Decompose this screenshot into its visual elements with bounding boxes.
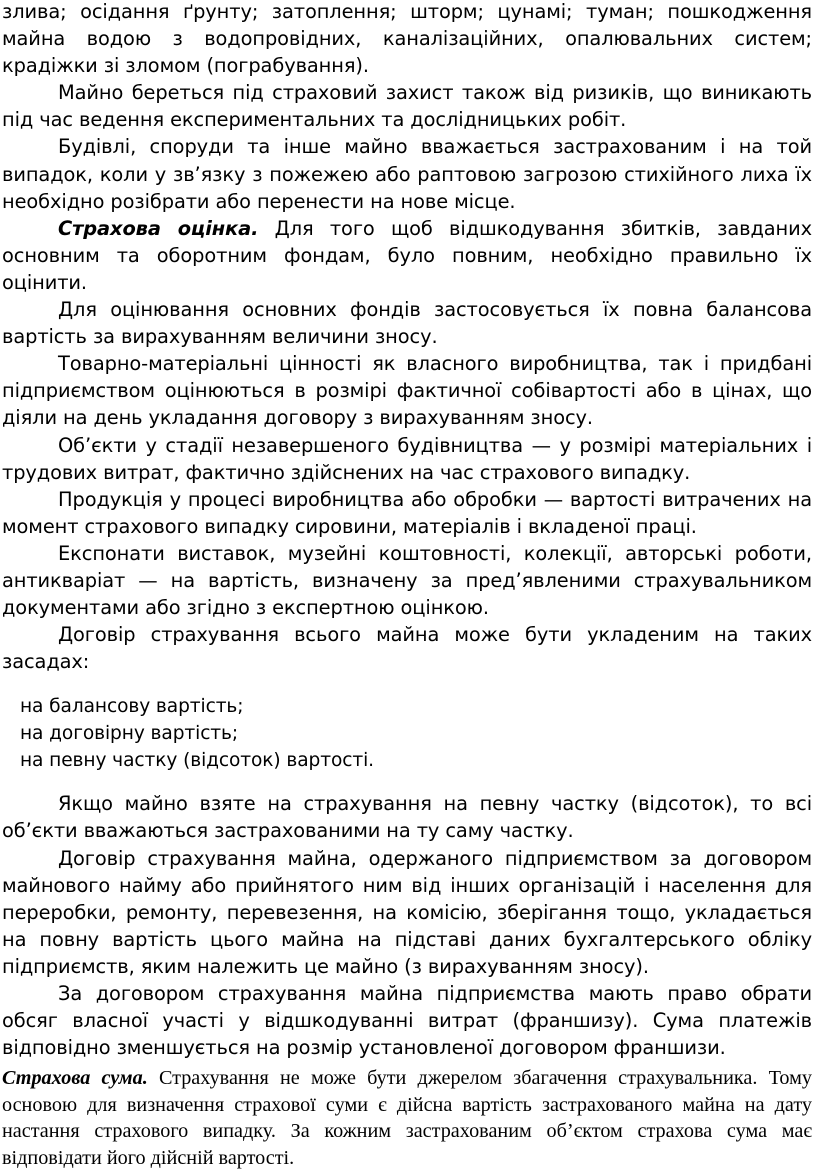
paragraph-relocation	[2, 133, 812, 214]
paragraph-text: За договором страхування майна підприємства мають право обрати обсяг власної участі у відшкодуванні витрат (франшизу). Сума платежів відповідно зменшується на розмір установленої договором франшизи.	[2, 982, 812, 1060]
paragraph-leased-property	[2, 845, 812, 980]
paragraph-text: Якщо майно взяте на страхування на певну частку (відсоток), то всі об’єкти вважаються застрахованими на ту саму частку.	[2, 792, 812, 843]
paragraph-construction	[2, 432, 812, 486]
paragraph-text: Для того щоб відшкодування збитків, завданих основним та оборотним фондам, було повним, необхідно правильно їх оцінити.	[2, 216, 813, 294]
basis-list	[2, 693, 812, 774]
paragraph-franchise	[2, 980, 812, 1061]
paragraph-text: Майно береться під страховий захист також від ризиків, що виникають під час ведення експериментальних та дослідницьких робіт.	[2, 81, 812, 132]
paragraph-text: Товарно-матеріальні цінності як власного виробництва, так і придбані підприємством оцінюються в розмірі фактичної собівартості або в цінах, що діяли на день укладання договору з вирахуванням зносу.	[2, 352, 812, 430]
paragraph-fixed-assets	[2, 296, 812, 350]
section-heading-insurance-valuation: Страхова оцінка.	[58, 216, 259, 240]
paragraph-text: Об’єкти у стадії незавершеного будівництва — у розмірі матеріальних і трудових витрат, фактично здійснених на час страхового випадку.	[2, 433, 812, 484]
paragraph-insurance-valuation	[2, 215, 812, 296]
main-text-block	[2, 0, 812, 1061]
paragraph-contract-basis	[2, 621, 812, 675]
paragraph-exhibits	[2, 540, 812, 621]
list-item: на певну частку (відсоток) вартості.	[20, 750, 374, 772]
paragraph-text: Страхування не може бути джерелом збагачення страхувальника. Тому основою для визначення страхової суми є дійсна вартість застрахованого майна на дату настання страхового випадку. За кожним застрахованим об’єктом страхова сума має відповідати його дійсній вартості.	[2, 1067, 812, 1170]
paragraph-text: Експонати виставок, музейні коштовності, колекції, авторські роботи, антикваріат — на вартість, визначену за пред’явленими страхувальником документами або згідно з експертною оцінкою.	[2, 541, 812, 620]
paragraph-insured-sum	[2, 1065, 812, 1171]
list-item: на договірну вартість;	[20, 723, 239, 745]
paragraph-text: Будівлі, споруди та інше майно вважається застрахованим і на той випадок, коли у зв’язку з пожежею або раптовою загрозою стихійного лиха їх необхідно розібрати або перенести на нове місце.	[2, 135, 812, 213]
paragraph-text: Договір страхування майна, одержаного підприємством за договором майнового найму або прийнятого ним від інших організацій і населення для переробки, ремонту, перевезення, на комісію, зберігання тощо, укладається на повну вартість цього майна на підставі даних бухгалтерського обліку підприємств, яким належить це майно (з вирахуванням зносу).	[2, 846, 812, 978]
paragraph-text: Для оцінювання основних фондів застосовується їх повна балансова вартість за вирахуванням величини зносу.	[2, 298, 812, 349]
paragraph-inventory	[2, 350, 812, 431]
paragraph-text: злива; осідання ґрунту; затоплення; шторм; цунамі; туман; пошкодження майна водою з водопровідних, каналізаційних, опалювальних систем; крадіжки зі зломом (пограбування).	[2, 0, 812, 78]
paragraph-risks-list	[2, 0, 812, 79]
paragraph-text: Продукція у процесі виробництва або обробки — вартості витрачених на момент страхового випадку сировини, матеріалів і вкладеної праці.	[2, 487, 812, 538]
paragraph-text: Договір страхування всього майна може бути укладеним на таких засадах:	[2, 623, 812, 674]
list-item: на балансову вартість;	[20, 696, 244, 718]
paragraph-partial-share	[2, 790, 812, 844]
paragraph-production	[2, 486, 812, 540]
paragraph-experimental-risks	[2, 79, 812, 133]
section-heading-insured-sum: Страхова сума.	[2, 1067, 148, 1090]
